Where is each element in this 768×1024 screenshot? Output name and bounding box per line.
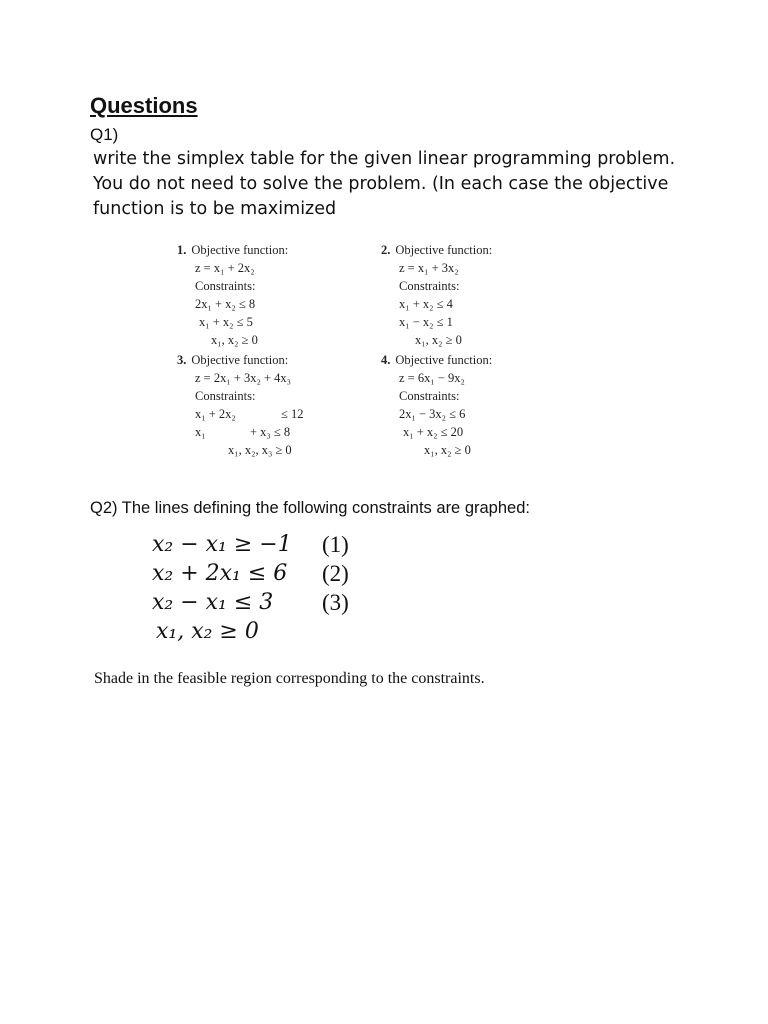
constraint-tag: (3) xyxy=(322,590,349,615)
constraint-lhs: x₁ + 2x₂ xyxy=(195,407,236,421)
objective-function: z = x₁ + 2x₂ xyxy=(195,261,255,275)
page-title: Questions xyxy=(90,93,198,118)
constraint: x₁ − x₂ ≤ 1 xyxy=(399,315,453,329)
constraint xyxy=(177,405,304,423)
q2-prompt: Q2) The lines defining the following constraints are graphed: xyxy=(90,499,530,517)
constraint: x₁, x₂ ≥ 0 xyxy=(211,333,258,347)
objective-label: Objective function: xyxy=(395,243,493,257)
constraint-tag: (1) xyxy=(322,532,349,557)
problem-number: 4. xyxy=(381,353,391,367)
constraints-label: Constraints: xyxy=(195,389,256,403)
constraint: x₁, x₂ ≥ 0 xyxy=(424,443,471,457)
constraint-tag: (2) xyxy=(322,561,349,586)
constraint-rhs: + x₃ ≤ 8 xyxy=(250,425,291,439)
problem-number: 2. xyxy=(381,243,391,257)
problem-number: 3. xyxy=(177,353,187,367)
constraint: x₁, x₂, x₃ ≥ 0 xyxy=(228,443,292,457)
objective-function: z = 2x₁ + 3x₂ + 4x₃ xyxy=(195,371,292,385)
problem-header xyxy=(381,351,492,369)
constraint xyxy=(177,423,292,441)
lp-problem-3 xyxy=(177,351,304,459)
problem-header xyxy=(381,241,492,259)
q1-label: Q1) xyxy=(90,125,119,144)
constraint: 2x₁ + x₂ ≤ 8 xyxy=(195,297,256,311)
q1-instructions xyxy=(93,147,733,222)
shade-instruction: Shade in the feasible region corresponding to the constraints. xyxy=(94,670,485,687)
problem-number: 1. xyxy=(177,243,187,257)
constraint-expression: x₁, x₂ ≥ 0 xyxy=(156,619,259,644)
objective-label: Objective function: xyxy=(191,243,289,257)
constraint-expression: x₂ − x₁ ≥ −1 xyxy=(152,532,292,557)
constraint: x₁ + x₂ ≤ 20 xyxy=(403,425,464,439)
constraint: 2x₁ − 3x₂ ≤ 6 xyxy=(399,407,466,421)
q1-instruction-line: function is to be maximized xyxy=(93,199,337,219)
constraint: x₁, x₂ ≥ 0 xyxy=(415,333,462,347)
constraint-rhs: ≤ 12 xyxy=(281,407,304,421)
problem-header xyxy=(177,351,292,369)
objective-function: z = 6x₁ − 9x₂ xyxy=(399,371,465,385)
constraints-label: Constraints: xyxy=(399,389,460,403)
constraint: x₁ + x₂ ≤ 4 xyxy=(399,297,453,311)
problem-header xyxy=(177,241,288,259)
q1-instruction-line: write the simplex table for the given linear programming problem. xyxy=(93,149,676,169)
lp-problem-2 xyxy=(381,241,492,349)
constraint: x₁ + x₂ ≤ 5 xyxy=(199,315,253,329)
constraint-expression: x₂ + 2x₁ ≤ 6 xyxy=(152,561,288,586)
objective-function: z = x₁ + 3x₂ xyxy=(399,261,459,275)
constraint-expression: x₂ − x₁ ≤ 3 xyxy=(152,590,274,615)
lp-problem-4 xyxy=(381,351,492,459)
constraints-label: Constraints: xyxy=(195,279,256,293)
constraints-label: Constraints: xyxy=(399,279,460,293)
objective-label: Objective function: xyxy=(395,353,493,367)
objective-label: Objective function: xyxy=(191,353,289,367)
lp-problem-1 xyxy=(177,241,288,349)
q1-instruction-line: You do not need to solve the problem. (In each case the objective xyxy=(93,174,669,194)
constraint-lhs: x₁ xyxy=(195,425,206,439)
